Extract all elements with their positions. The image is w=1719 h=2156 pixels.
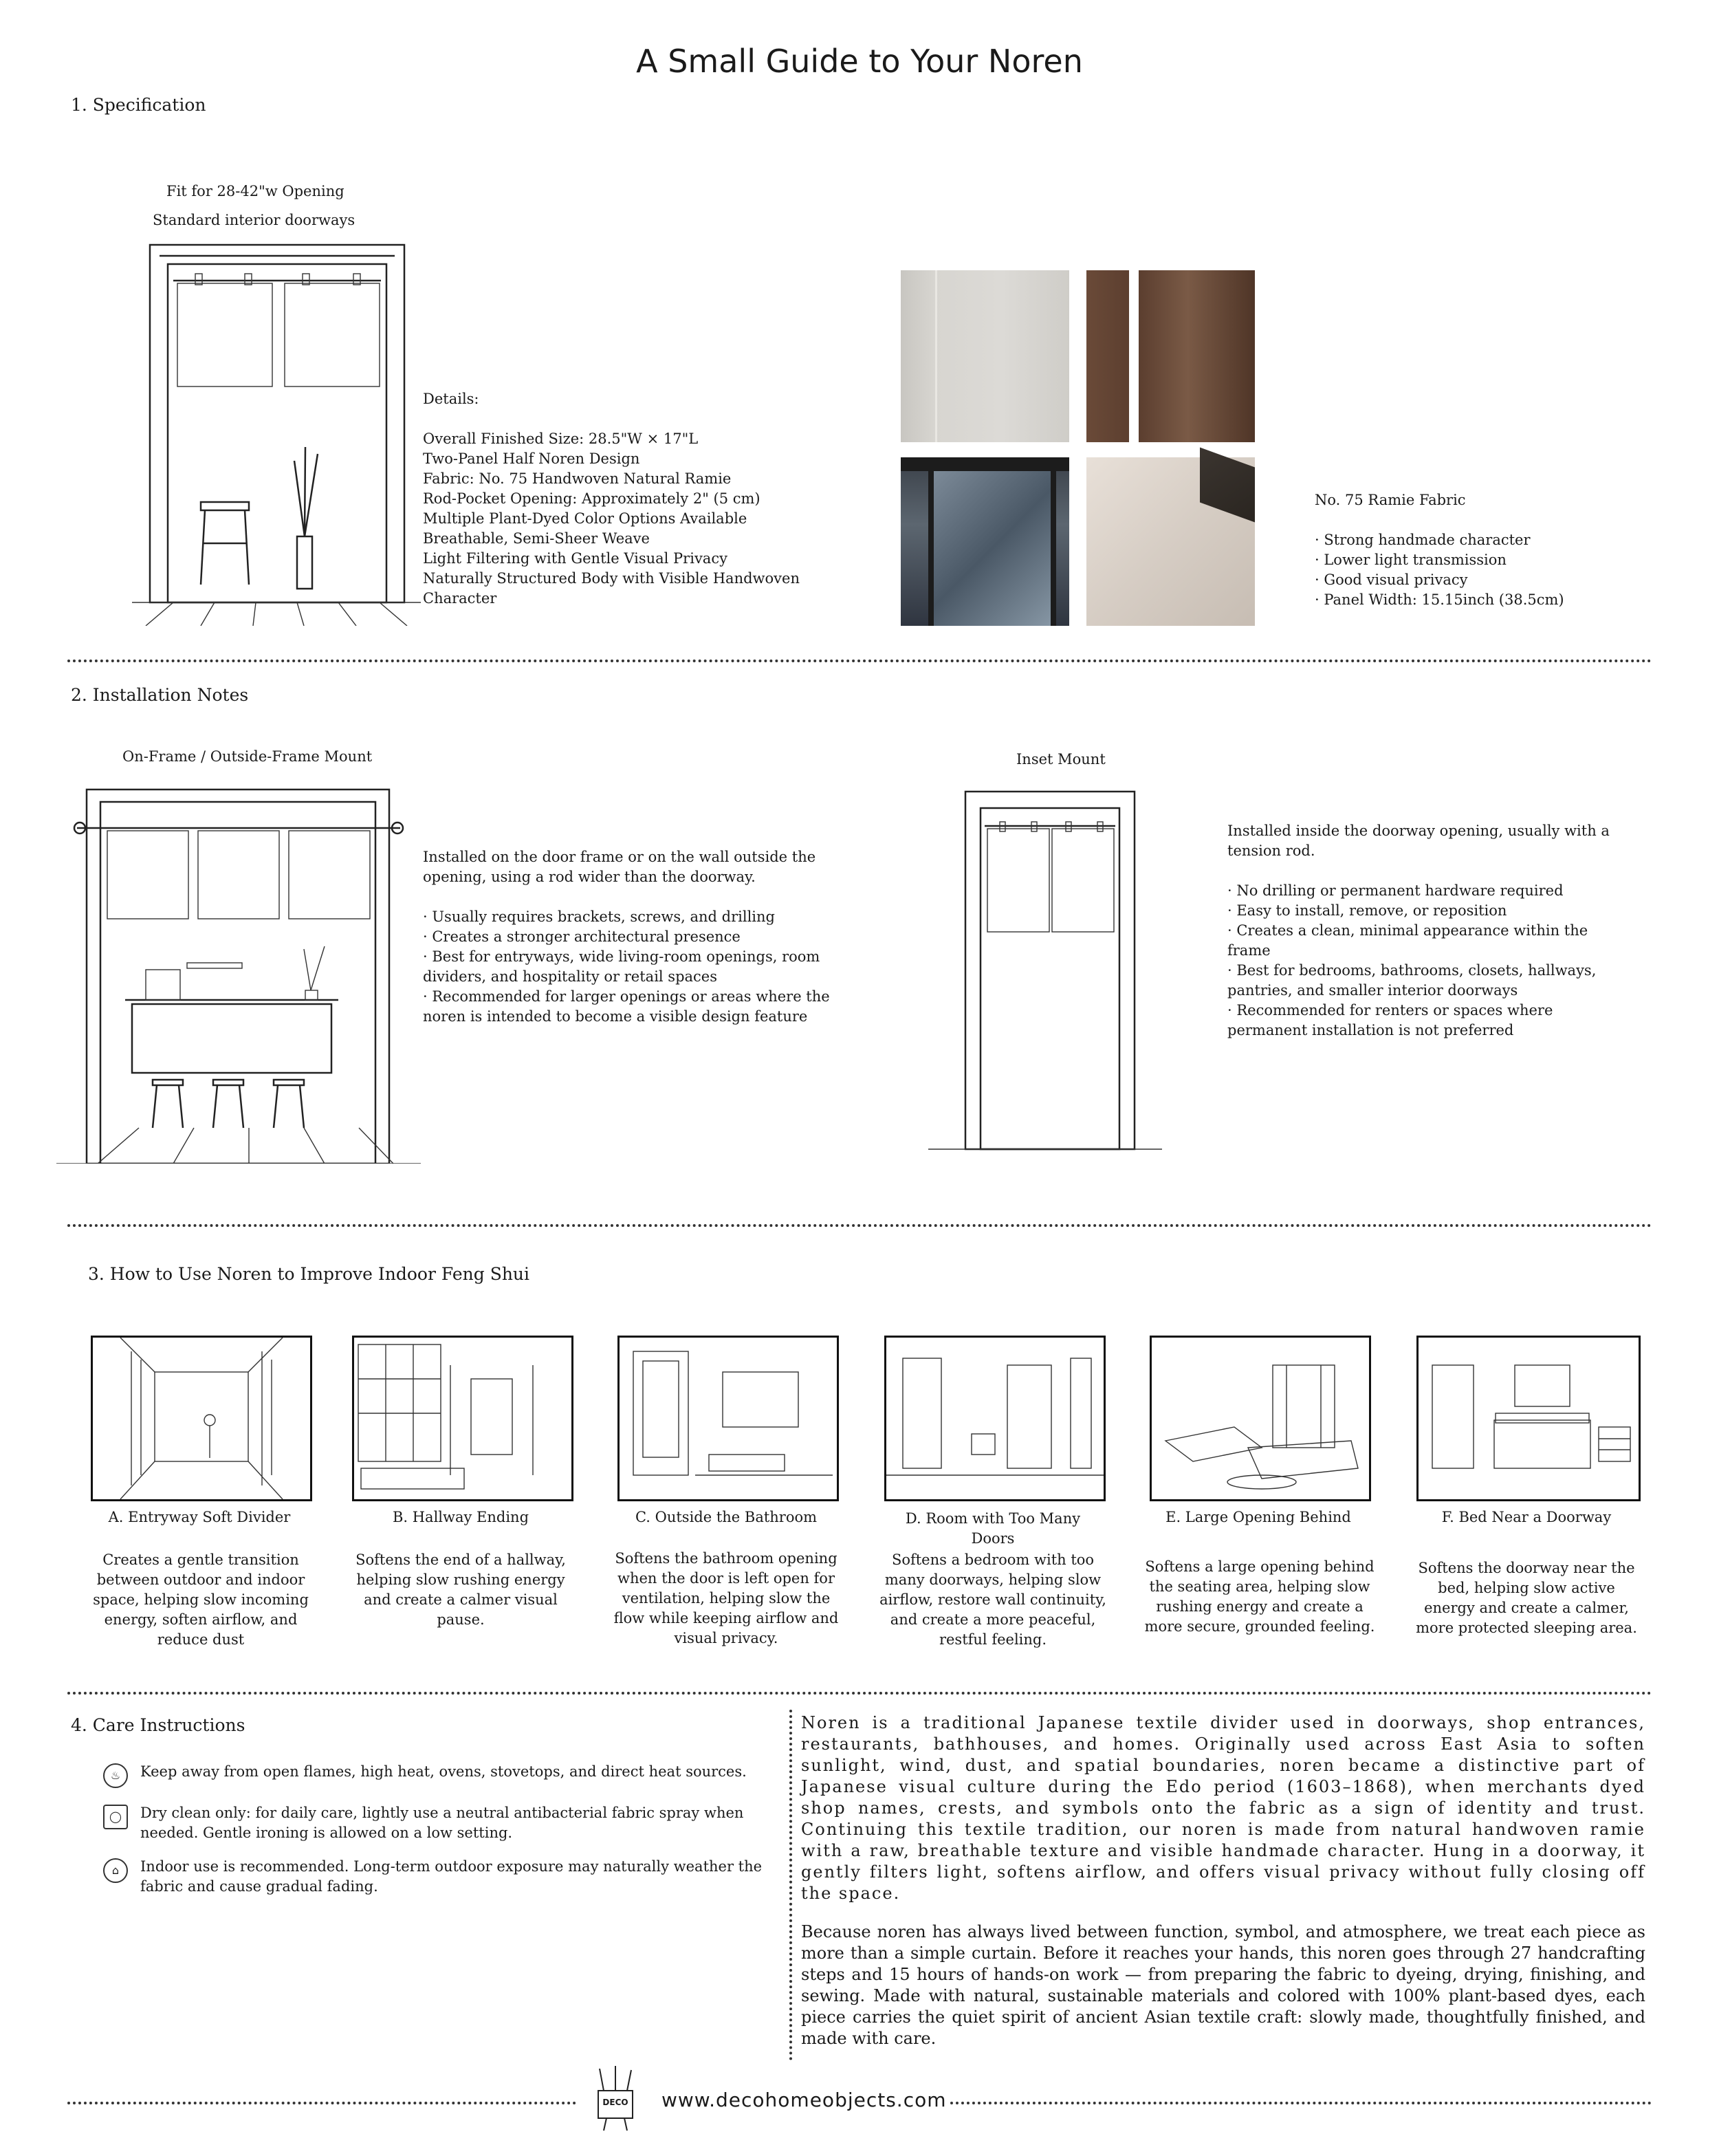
detail-line: Overall Finished Size: 28.5"W × 17"L (423, 431, 699, 447)
detail-line: Character (423, 590, 497, 607)
inset-line: · No drilling or permanent hardware required (1227, 882, 1564, 899)
fengshui-image-hallway (352, 1336, 573, 1501)
detail-line: Two-Panel Half Noren Design (423, 450, 640, 467)
inset-line: Installed inside the doorway opening, usually with a (1227, 823, 1610, 839)
care-item (103, 1803, 763, 1843)
fabric-title: No. 75 Ramie Fabric (1315, 492, 1466, 508)
detail-line: Light Filtering with Gentle Visual Privacy (423, 550, 727, 567)
inset-line: pantries, and smaller interior doorways (1227, 982, 1518, 999)
onframe-line: opening, using a rod wider than the doorway. (423, 869, 756, 885)
care-text: Keep away from open flames, high heat, ovens, stovetops, and direct heat sources. (140, 1763, 747, 1780)
onframe-description (423, 847, 835, 1027)
inset-line: tension rod. (1227, 842, 1315, 859)
divider (67, 660, 1652, 662)
details-list (423, 429, 808, 609)
fabric-point: · Lower light transmission (1315, 552, 1507, 568)
section-4-heading: 4. Care Instructions (71, 1715, 245, 1735)
fabric-photo-natural (901, 270, 1069, 442)
fengshui-text-f: Softens the doorway near the bed, helping slow active energy and create a calmer, more protected sleeping area. (1416, 1560, 1637, 1636)
inset-line: frame (1227, 942, 1271, 959)
onframe-line: · Best for entryways, wide living-room openings, room (423, 948, 820, 965)
logo-text: DECO (602, 2098, 628, 2107)
website-link[interactable]: www.decohomeobjects.com (661, 2089, 947, 2111)
spacer (1227, 861, 1640, 881)
onframe-line: dividers, and hospitality or retail spaces (423, 968, 718, 985)
section-1-heading: 1. Specification (71, 95, 206, 115)
onframe-line: noren is intended to become a visible design feature (423, 1008, 808, 1025)
flame-icon: ♨ (103, 1763, 128, 1788)
detail-line: Multiple Plant-Dyed Color Options Available (423, 510, 747, 527)
onframe-illustration (56, 784, 421, 1164)
fabric-point: · Strong handmade character (1315, 532, 1531, 548)
onframe-line: · Usually requires brackets, screws, and drilling (423, 908, 775, 925)
fabric-photo-indigo (901, 457, 1069, 626)
fengshui-caption-f: F. Bed Near a Doorway (1441, 1509, 1612, 1525)
fabric-point: · Panel Width: 15.15inch (38.5cm) (1315, 591, 1564, 608)
care-text: Indoor use is recommended. Long-term outdoor exposure may naturally weather the fabric and cause gradual fading. (140, 1858, 763, 1895)
detail-line: Breathable, Semi-Sheer Weave (423, 530, 650, 547)
noren-panel-left (177, 283, 272, 386)
indoor-home-icon: ⌂ (103, 1858, 128, 1883)
fengshui-image-bed (1416, 1336, 1641, 1501)
fabric-photo-hanging (1086, 457, 1255, 626)
story-paragraph-1: Noren is a traditional Japanese textile divider used in doorways, shop entrances, restaurants, bathhouses, and homes. Originally used across East Asia to soften sunlight, wind, dust, and spatial boundaries, noren became a distinctive part of Japanese visual culture during the Edo period (1603–1868), when merchants dyed shop names, crests, and symbols onto the fabric as a sign of identity and trust. Continuing this textile tradition, our noren is made from natural handwoven ramie with a raw, breathable texture and visible handmade character. Hung in a doorway, it gently filters light, softens airflow, and offers visual privacy without fully closing off the space. (801, 1713, 1645, 1903)
divider (67, 1224, 1652, 1227)
fengshui-image-bathroom (617, 1336, 839, 1501)
inset-line: · Best for bedrooms, bathrooms, closets, hallways, (1227, 962, 1597, 979)
fabric-point: · Good visual privacy (1315, 571, 1468, 588)
onframe-line: Installed on the door frame or on the wall outside the (423, 849, 816, 865)
section-2-heading: 2. Installation Notes (71, 685, 249, 705)
footer-divider-left (67, 2102, 576, 2104)
inset-line: · Easy to install, remove, or reposition (1227, 902, 1507, 919)
inset-line: · Recommended for renters or spaces where (1227, 1002, 1553, 1019)
dry-clean-icon: ◯ (103, 1805, 128, 1829)
fengshui-image-entryway (91, 1336, 312, 1501)
fengshui-caption-c: C. Outside the Bathroom (635, 1509, 818, 1525)
fengshui-image-doors (884, 1336, 1106, 1501)
care-text: Dry clean only: for daily care, lightly use a neutral antibacterial fabric spray when needed. Gentle ironing is allowed on a low setting. (140, 1805, 744, 1841)
page-title: A Small Guide to Your Noren (636, 43, 1083, 80)
care-item (103, 1762, 763, 1788)
fengshui-caption-d: D. Room with Too Many Doors (905, 1510, 1081, 1547)
fabric-points (1315, 530, 1631, 610)
fengshui-text-b: Softens the end of a hallway, helping slow rushing energy and create a calmer visual pause. (355, 1551, 566, 1628)
inset-label: Inset Mount (1016, 751, 1106, 767)
onframe-line: · Creates a stronger architectural presence (423, 928, 741, 945)
fengshui-caption-e: E. Large Opening Behind (1165, 1509, 1351, 1525)
doorway-illustration (132, 241, 421, 626)
details-label: Details: (423, 391, 479, 407)
fit-line-1: Fit for 28-42"w Opening (166, 183, 344, 199)
fit-line-2: Standard interior doorways (153, 212, 355, 228)
detail-line: Rod-Pocket Opening: Approximately 2" (5 cm) (423, 490, 760, 507)
spacer (423, 887, 835, 907)
detail-line: Naturally Structured Body with Visible Handwoven (423, 570, 800, 587)
fengshui-text-c: Softens the bathroom opening when the door is left open for ventilation, helping slow the flow while keeping airflow and visual privacy. (613, 1550, 839, 1646)
divider (67, 1692, 1652, 1695)
vertical-divider (789, 1710, 792, 2060)
fengshui-caption-b: B. Hallway Ending (392, 1509, 529, 1525)
story-paragraph-2: Because noren has always lived between function, symbol, and atmosphere, we treat each piece as more than a simple curtain. Before it reaches your hands, this noren goes through 27 handcrafting steps and 15 hours of hands-on work — from preparing the fabric to dyeing, drying, finishing, and sewing. Made with natural, sustainable materials and colored with 100% plant-based dyes, each piece carries the quiet spirit of ancient Asian textile craft: slowly made, thoughtfully finished, and made with care. (801, 1922, 1645, 2048)
onframe-line: · Recommended for larger openings or areas where the (423, 988, 830, 1005)
fabric-photo-brown (1086, 270, 1255, 442)
inset-description (1227, 821, 1640, 1041)
fengshui-image-opening (1150, 1336, 1371, 1501)
care-item (103, 1857, 763, 1897)
logo (591, 2063, 639, 2132)
footer-divider-right (950, 2102, 1652, 2104)
inset-illustration (928, 787, 1162, 1164)
noren-panel-right (285, 283, 380, 386)
section-3-heading: 3. How to Use Noren to Improve Indoor Feng Shui (88, 1264, 530, 1284)
inset-line: · Creates a clean, minimal appearance within the (1227, 922, 1588, 939)
detail-line: Fabric: No. 75 Handwoven Natural Ramie (423, 470, 732, 487)
fengshui-text-d: Softens a bedroom with too many doorways, helping slow airflow, restore wall continuity, and create a more peaceful, restful feeling. (879, 1551, 1106, 1648)
onframe-label: On-Frame / Outside-Frame Mount (122, 748, 373, 765)
inset-line: permanent installation is not preferred (1227, 1022, 1514, 1038)
fengshui-text-e: Softens a large opening behind the seating area, helping slow rushing energy and create a more secure, grounded feeling. (1144, 1558, 1375, 1635)
fengshui-caption-a: A. Entryway Soft Divider (108, 1509, 291, 1525)
fengshui-text-a: Creates a gentle transition between outdoor and indoor space, helping slow incoming energy, soften airflow, and reduce dust (93, 1551, 309, 1648)
